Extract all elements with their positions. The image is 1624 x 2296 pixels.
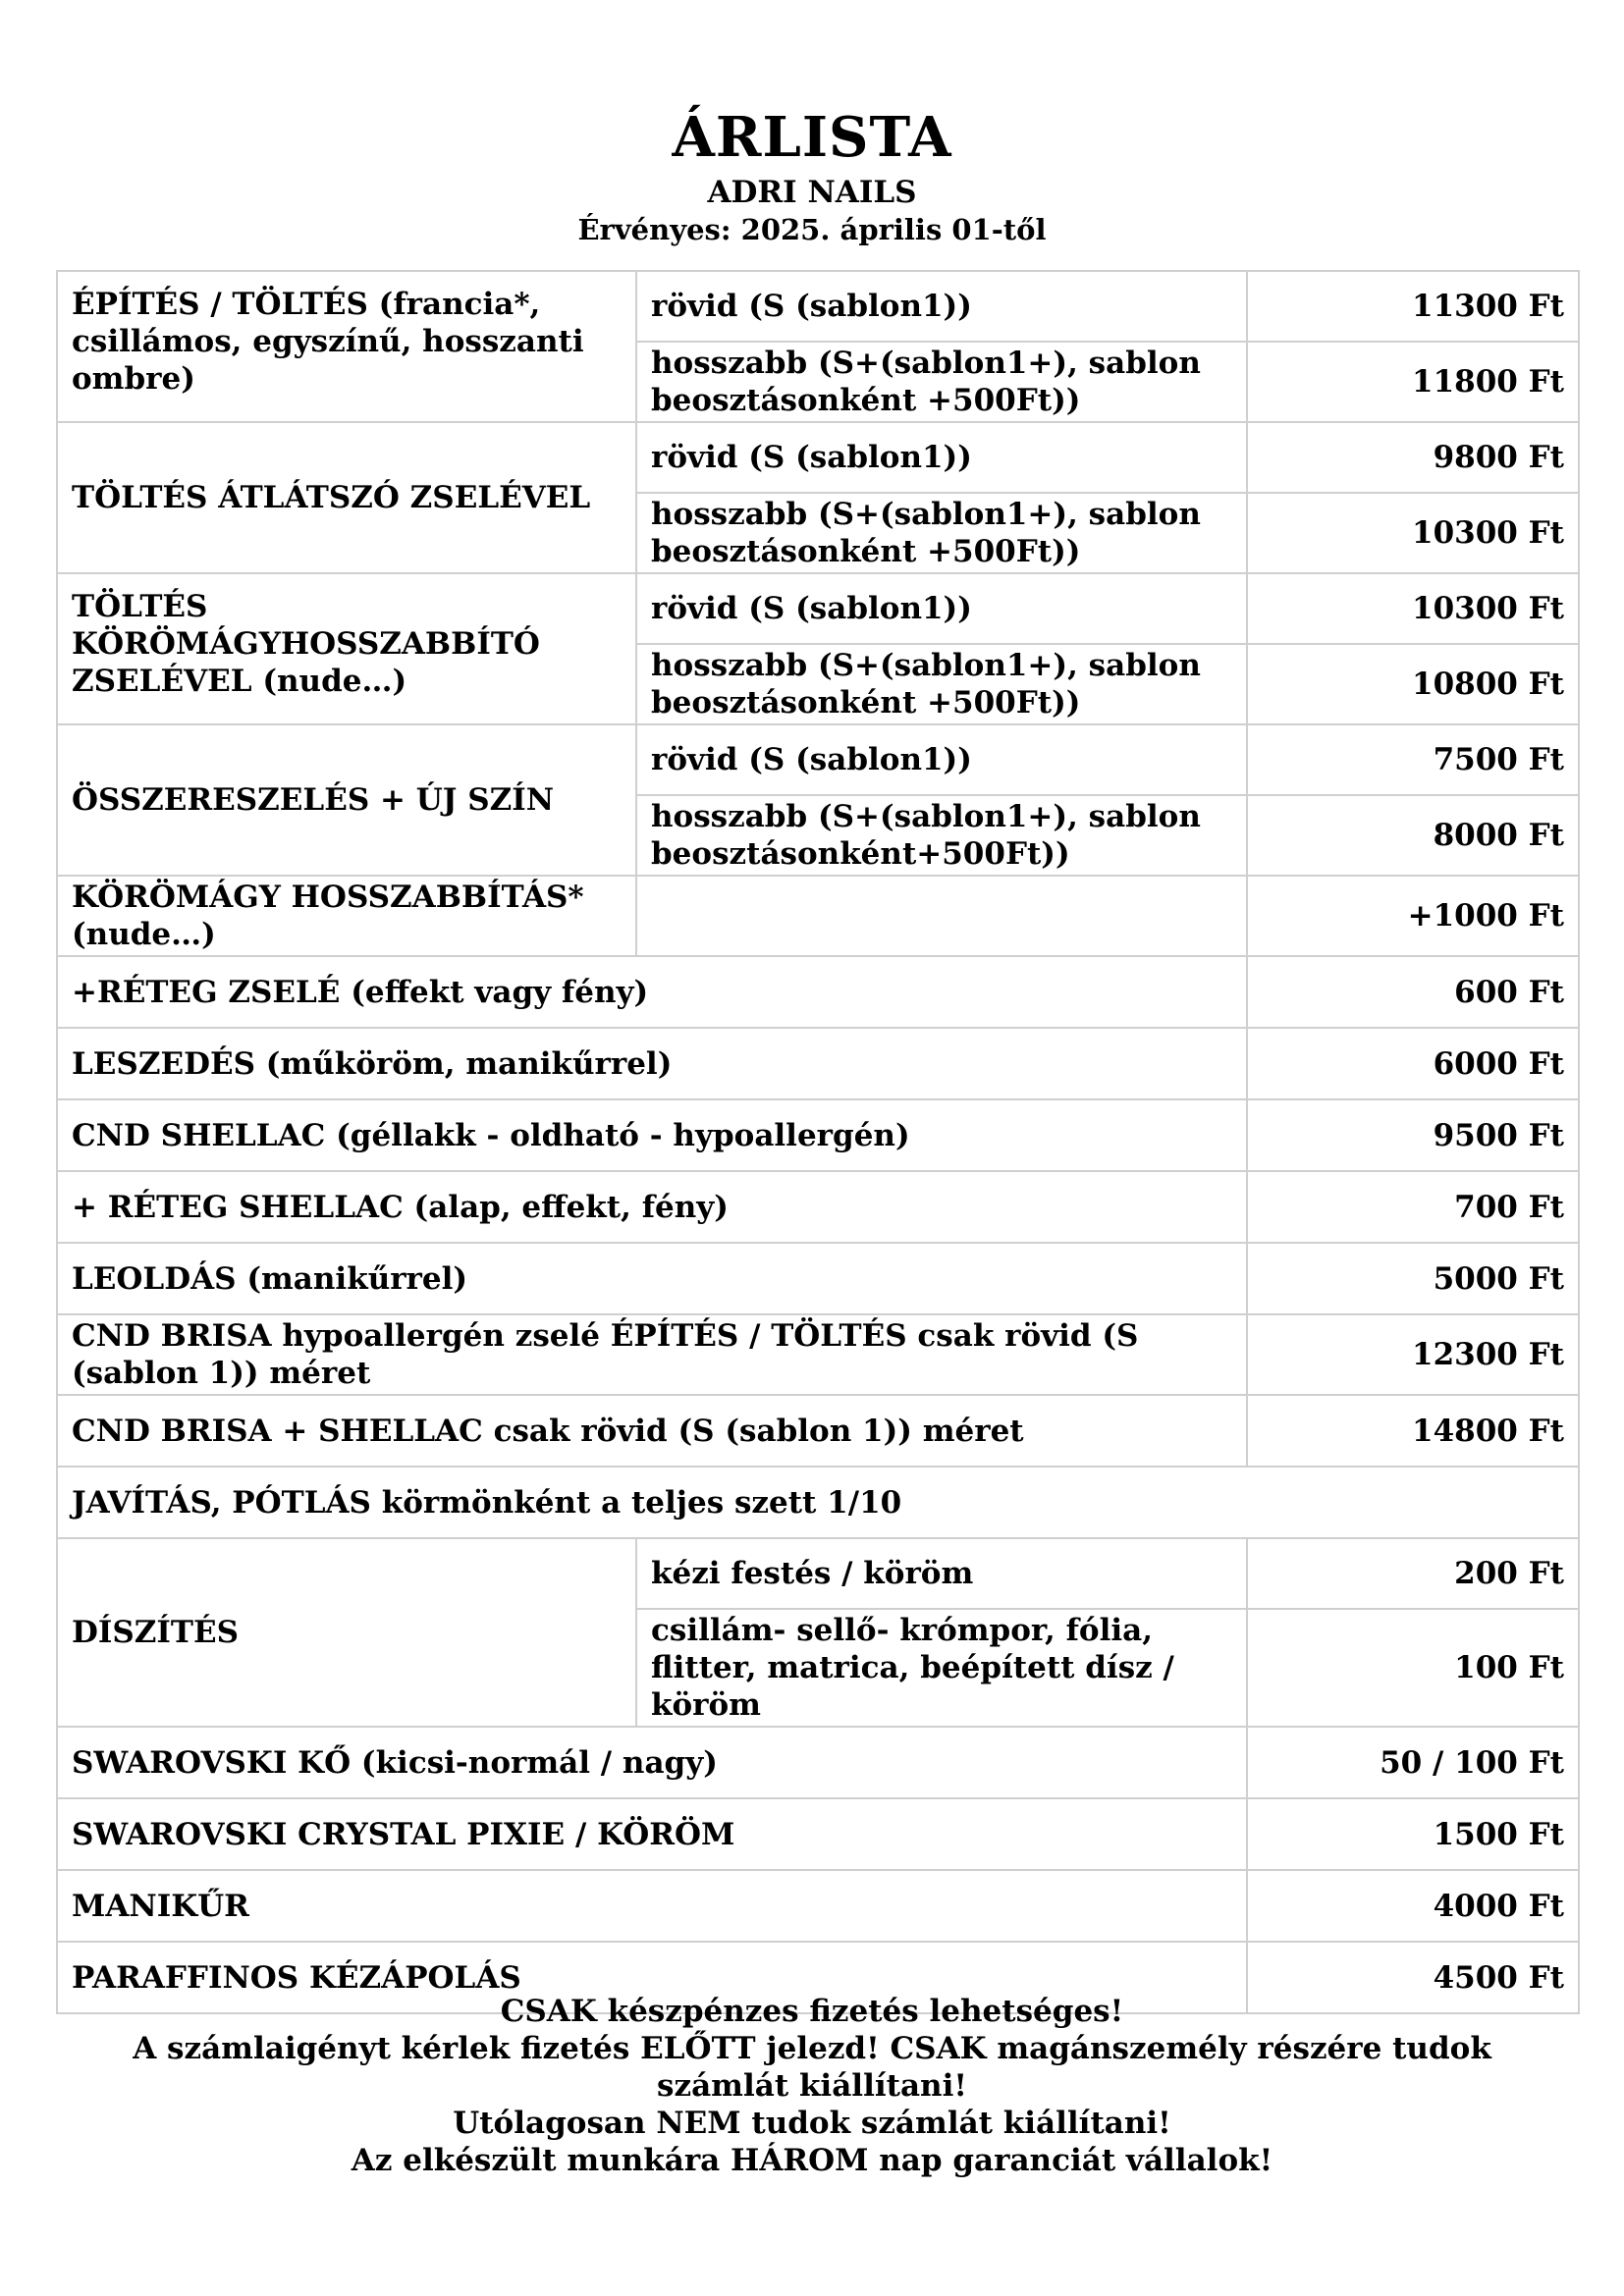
service-name: SWAROVSKI KŐ (kicsi-normál / nagy) — [57, 1727, 1247, 1798]
table-row — [57, 1099, 1579, 1171]
table-row — [57, 1395, 1579, 1467]
price-value: 9500 Ft — [1247, 1099, 1579, 1171]
service-name: DÍSZÍTÉS — [57, 1538, 636, 1727]
variant-label: rövid (S (sablon1)) — [636, 724, 1247, 795]
service-name: ÖSSZERESZELÉS + ÚJ SZÍN — [57, 724, 636, 876]
table-row — [57, 422, 1579, 493]
price-value: 600 Ft — [1247, 956, 1579, 1028]
footer-notes — [0, 1993, 1624, 2179]
table-row — [57, 1727, 1579, 1798]
repair-note: JAVÍTÁS, PÓTLÁS körmönként a teljes szett 1/10 — [57, 1467, 1579, 1538]
service-name: MANIKŰR — [57, 1870, 1247, 1942]
variant-label: hosszabb (S+(sablon1+), sablon beosztásonként +500Ft)) — [636, 644, 1247, 724]
price-value: 11300 Ft — [1247, 271, 1579, 342]
service-name: CND SHELLAC (géllakk - oldható - hypoallergén) — [57, 1099, 1247, 1171]
price-value: 10300 Ft — [1247, 493, 1579, 573]
page-title: ÁRLISTA — [672, 105, 952, 170]
table-row — [57, 573, 1579, 644]
service-name: ÉPÍTÉS / TÖLTÉS (francia*, csillámos, egyszínű, hosszanti ombre) — [57, 271, 636, 422]
warranty-note: Az elkészült munkára HÁROM nap garanciát vállalok! — [351, 2143, 1273, 2178]
table-row — [57, 1314, 1579, 1395]
price-value: 5000 Ft — [1247, 1243, 1579, 1314]
service-name: + RÉTEG SHELLAC (alap, effekt, fény) — [57, 1171, 1247, 1243]
table-row — [57, 1028, 1579, 1099]
price-value: 12300 Ft — [1247, 1314, 1579, 1395]
price-value: 1500 Ft — [1247, 1798, 1579, 1870]
price-value: 4500 Ft — [1247, 1942, 1579, 2013]
service-name: LESZEDÉS (műköröm, manikűrrel) — [57, 1028, 1247, 1099]
variant-label: hosszabb (S+(sablon1+), sablon beosztásonként +500Ft)) — [636, 342, 1247, 422]
page-header — [0, 106, 1624, 247]
price-value: 8000 Ft — [1247, 795, 1579, 876]
service-name: SWAROVSKI CRYSTAL PIXIE / KÖRÖM — [57, 1798, 1247, 1870]
price-value: 10300 Ft — [1247, 573, 1579, 644]
validity-date: Érvényes: 2025. április 01-től — [577, 213, 1047, 246]
service-name: +RÉTEG ZSELÉ (effekt vagy fény) — [57, 956, 1247, 1028]
table-row — [57, 1467, 1579, 1538]
table-row — [57, 1243, 1579, 1314]
table-row — [57, 271, 1579, 342]
variant-label: hosszabb (S+(sablon1+), sablon beosztásonként+500Ft)) — [636, 795, 1247, 876]
price-value: 200 Ft — [1247, 1538, 1579, 1609]
table-row — [57, 1870, 1579, 1942]
service-name: TÖLTÉS ÁTLÁTSZÓ ZSELÉVEL — [57, 422, 636, 573]
service-name: LEOLDÁS (manikűrrel) — [57, 1243, 1247, 1314]
price-value: 700 Ft — [1247, 1171, 1579, 1243]
price-value: 4000 Ft — [1247, 1870, 1579, 1942]
empty-cell — [636, 876, 1247, 956]
price-table — [56, 270, 1580, 2014]
table-row — [57, 956, 1579, 1028]
price-value: 100 Ft — [1247, 1609, 1579, 1727]
variant-label: rövid (S (sablon1)) — [636, 271, 1247, 342]
price-value: 9800 Ft — [1247, 422, 1579, 493]
price-value: 7500 Ft — [1247, 724, 1579, 795]
service-name: TÖLTÉS KÖRÖMÁGYHOSSZABBÍTÓ ZSELÉVEL (nude…) — [57, 573, 636, 724]
invoice-note: A számlaigényt kérlek fizetés ELŐTT jelezd! CSAK magánszemély részére tudok számlát kiállítani! — [133, 2031, 1491, 2104]
service-name: CND BRISA + SHELLAC csak rövid (S (sablon 1)) méret — [57, 1395, 1247, 1467]
payment-note: CSAK készpénzes fizetés lehetséges! — [500, 1994, 1124, 2029]
variant-label: rövid (S (sablon1)) — [636, 573, 1247, 644]
price-value: 10800 Ft — [1247, 644, 1579, 724]
table-row — [57, 876, 1579, 956]
shop-name: ADRI NAILS — [707, 175, 917, 210]
price-value: 6000 Ft — [1247, 1028, 1579, 1099]
table-row — [57, 1538, 1579, 1609]
variant-label: hosszabb (S+(sablon1+), sablon beosztásonként +500Ft)) — [636, 493, 1247, 573]
invoice-after-note: Utólagosan NEM tudok számlát kiállítani! — [453, 2106, 1171, 2141]
table-row — [57, 1798, 1579, 1870]
price-value: 14800 Ft — [1247, 1395, 1579, 1467]
price-value: 50 / 100 Ft — [1247, 1727, 1579, 1798]
price-value: +1000 Ft — [1247, 876, 1579, 956]
service-name: CND BRISA hypoallergén zselé ÉPÍTÉS / TÖLTÉS csak rövid (S (sablon 1)) méret — [57, 1314, 1247, 1395]
variant-label: csillám- sellő- krómpor, fólia, flitter, matrica, beépített dísz / köröm — [636, 1609, 1247, 1727]
variant-label: rövid (S (sablon1)) — [636, 422, 1247, 493]
table-row — [57, 1171, 1579, 1243]
service-name: KÖRÖMÁGY HOSSZABBÍTÁS*(nude…) — [57, 876, 636, 956]
table-row — [57, 724, 1579, 795]
price-value: 11800 Ft — [1247, 342, 1579, 422]
service-name: PARAFFINOS KÉZÁPOLÁS — [57, 1942, 1247, 2013]
variant-label: kézi festés / köröm — [636, 1538, 1247, 1609]
